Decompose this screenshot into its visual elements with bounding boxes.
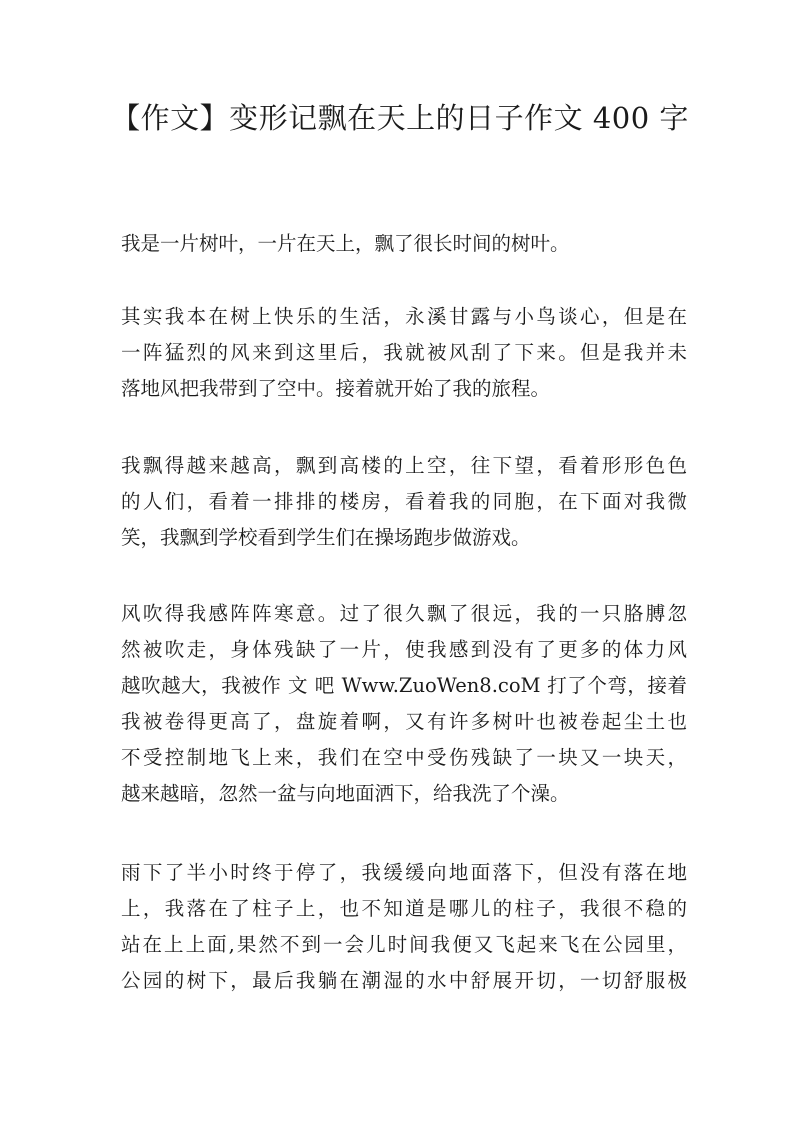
paragraph-2 — [121, 299, 687, 407]
page-title: 【作文】变形记飘在天上的日子作文 400 字 — [111, 101, 689, 135]
paragraph-1 — [121, 226, 687, 262]
paragraph-line: 雨下了半小时终于停了，我缓缓向地面落下，但没有落在地 — [121, 861, 687, 884]
paragraph-line: 落地风把我带到了空中。接着就开始了我的旅程。 — [121, 377, 551, 400]
paragraph-line: 上，我落在了柱子上，也不知道是哪儿的柱子，我很不稳的 — [121, 897, 687, 920]
paragraph-line: 我飘得越来越高，飘到高楼的上空，往下望，看着形形色色 — [121, 454, 687, 477]
paragraph-line: 我被卷得更高了，盘旋着啊，又有许多树叶也被卷起尘土也 — [121, 710, 687, 733]
paragraph-line: 公园的树下，最后我躺在潮湿的水中舒展开切，一切舒服极 — [121, 969, 687, 992]
paragraph-line: 越来越暗，忽然一盆与向地面洒下，给我洗了个澡。 — [121, 782, 570, 805]
paragraph-line: 站在上上面,果然不到一会儿时间我便又飞起来飞在公园里， — [121, 933, 687, 956]
paragraph-line: 风吹得我感阵阵寒意。过了很久飘了很远，我的一只胳膊忽 — [121, 602, 687, 625]
paragraph-5 — [121, 855, 687, 999]
paragraph-line: 的人们，看着一排排的楼房，看着我的同胞，在下面对我微 — [121, 490, 687, 513]
paragraph-line: 其实我本在树上快乐的生活，永溪甘露与小鸟谈心，但是在 — [121, 305, 687, 328]
paragraph-line: 然被吹走，身体残缺了一片，使我感到没有了更多的体力风 — [121, 638, 687, 661]
paragraph-line: 一阵猛烈的风来到这里后，我就被风刮了下来。但是我并未 — [121, 341, 687, 364]
paragraph-3 — [121, 448, 687, 556]
paragraph-line: 不受控制地飞上来，我们在空中受伤残缺了一块又一块天， — [121, 746, 687, 769]
paragraph-line: 越吹越大，我被作 文 吧 Www.ZuoWen8.coM 打了个弯，接着 — [121, 674, 687, 697]
paragraph-line: 我是一片树叶，一片在天上，飘了很长时间的树叶。 — [121, 232, 570, 255]
paragraph-4 — [121, 596, 687, 812]
paragraph-line: 笑，我飘到学校看到学生们在操场跑步做游戏。 — [121, 526, 531, 549]
